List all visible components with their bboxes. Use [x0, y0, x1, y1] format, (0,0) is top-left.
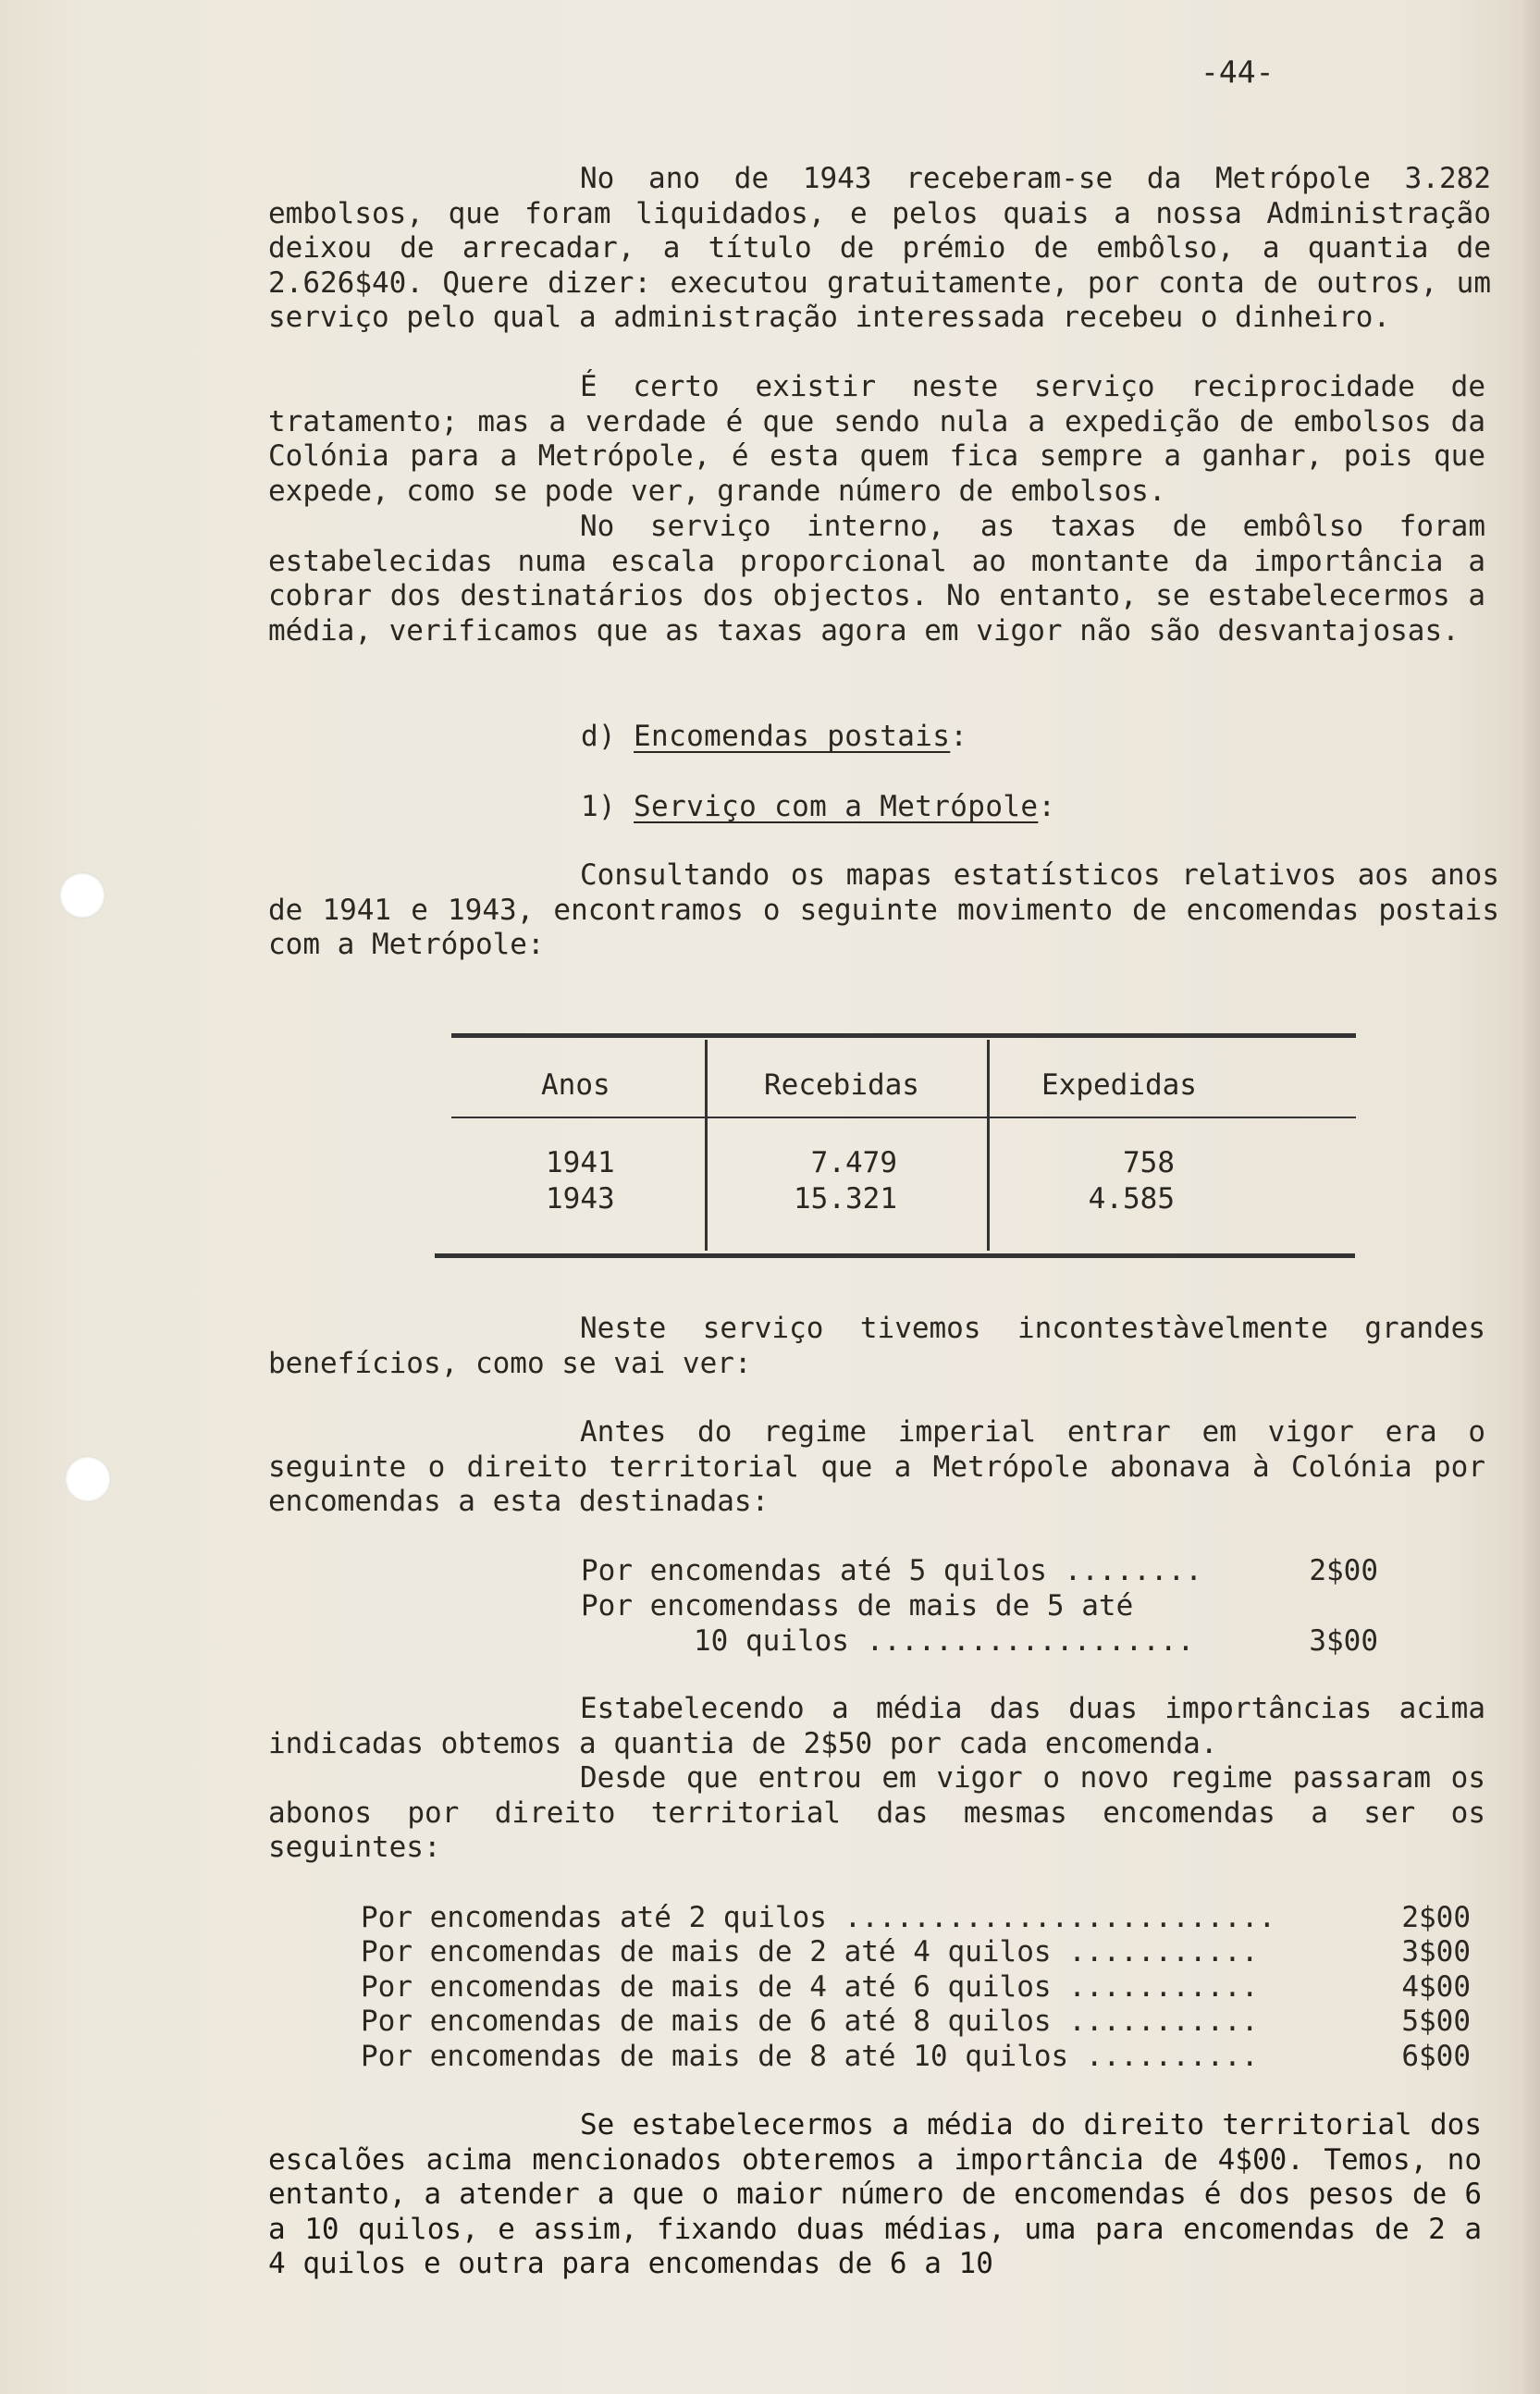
paragraph-servico-interno: No serviço interno, as taxas de embôlso foram estabelecidas numa escala proporcional ao montante da importância a cobrar dos destinatários dos objectos. No entanto, se estabelecermos a média, verificamos que as taxas agora em vigor não são desvantajosas. — [268, 510, 1485, 648]
table-divider-2 — [987, 1040, 990, 1251]
table-cell: 7.479 — [810, 1146, 897, 1179]
paragraph-novo-regime: Desde que entrou em vigor o novo regime passaram os abonos por direito territorial das mesmas encomendas a ser os seguintes: — [268, 1761, 1485, 1864]
list-item: Por encomendas de mais de 2 até 4 quilos ........... — [361, 1935, 1259, 1968]
paragraph-media-escaloes: Se estabelecermos a média do direito territorial dos escalões acima mencionados obteremos a importância de 4$00. Temos, no entanto, a atender a que o maior número de encomendas é dos pesos de 6 a 10 quilos, e assim, fixando duas médias, uma para encomendas de 2 a 4 quilos e outra para encomendas de 6 a 10 — [268, 2108, 1482, 2280]
list-item-value: 4$00 — [1401, 1970, 1471, 2004]
table-divider-1 — [705, 1040, 708, 1251]
paragraph-mapas-estatisticos: Consultando os mapas estatísticos relativos aos anos de 1941 e 1943, encontramos o seguinte movimento de encomendas postais com a Metrópole: — [268, 858, 1499, 961]
list-item: Por encomendas até 2 quilos ......................... — [361, 1901, 1276, 1934]
table-header-expedidas: Expedidas — [1041, 1068, 1197, 1102]
table-header-anos: Anos — [541, 1068, 610, 1102]
punch-hole-upper — [59, 872, 105, 919]
paragraph-reciprocidade: É certo existir neste serviço reciprocidade de tratamento; mas a verdade é que sendo nula a expedição de embolsos da Colónia para a Metrópole, é esta quem fica sempre a ganhar, pois que expede, como se pode ver, grande número de embolsos. — [268, 370, 1485, 508]
heading-encomendas-postais: d) Encomendas postais: — [581, 720, 968, 753]
page-edge — [1523, 0, 1540, 2394]
paragraph-beneficios: Neste serviço tivemos incontestàvelmente grandes benefícios, como se vai ver: — [268, 1312, 1485, 1380]
table-header-recebidas: Recebidas — [764, 1068, 919, 1102]
list-item-value: 2$00 — [1309, 1554, 1378, 1587]
punch-hole-lower — [65, 1456, 111, 1502]
list-item-value: 2$00 — [1401, 1901, 1471, 1934]
heading-servico-metropole: 1) Serviço com a Metrópole: — [581, 790, 1056, 823]
list-item: Por encomendas de mais de 4 até 6 quilos ........... — [361, 1970, 1259, 2004]
page-number: -44- — [1201, 54, 1275, 90]
list-item-value: 3$00 — [1309, 1624, 1378, 1658]
list-item: Por encomendas de mais de 8 até 10 quilos .......... — [361, 2040, 1259, 2073]
list-item: 10 quilos ................... — [694, 1624, 1195, 1658]
table-header-rule — [451, 1117, 1356, 1118]
list-item: Por encomendas até 5 quilos ........ — [581, 1554, 1202, 1587]
paragraph-regime-imperial: Antes do regime imperial entrar em vigor era o seguinte o direito territorial que a Metrópole abonava à Colónia por encomendas a esta destinadas: — [268, 1415, 1485, 1518]
table-cell: 1941 — [546, 1146, 615, 1179]
table-bottom-rule — [435, 1253, 1355, 1258]
paragraph-media-importancias: Estabelecendo a média das duas importâncias acima indicadas obtemos a quantia de 2$50 por cada encomenda. — [268, 1692, 1485, 1760]
list-item-value: 3$00 — [1401, 1935, 1471, 1968]
list-item: Por encomendas de mais de 6 até 8 quilos ........... — [361, 2005, 1259, 2038]
table-cell: 758 — [1123, 1146, 1175, 1179]
list-item-value: 6$00 — [1401, 2040, 1471, 2073]
table-cell: 15.321 — [794, 1182, 897, 1216]
list-item: Por encomendass de mais de 5 até — [581, 1589, 1134, 1623]
list-item-value: 5$00 — [1401, 2005, 1471, 2038]
table-cell: 1943 — [546, 1182, 615, 1216]
paragraph-embolsos-1943: No ano de 1943 receberam-se da Metrópole 3.282 embolsos, que foram liquidados, e pelos quais a nossa Administração deixou de arrecadar, a título de prémio de embôlso, a quantia de 2.626$40. Quere dizer: executou gratuitamente, por conta de outros, um serviço pelo qual a administração interessada recebeu o dinheiro. — [268, 162, 1491, 334]
table-cell: 4.585 — [1088, 1182, 1175, 1216]
table-top-rule — [451, 1033, 1356, 1038]
